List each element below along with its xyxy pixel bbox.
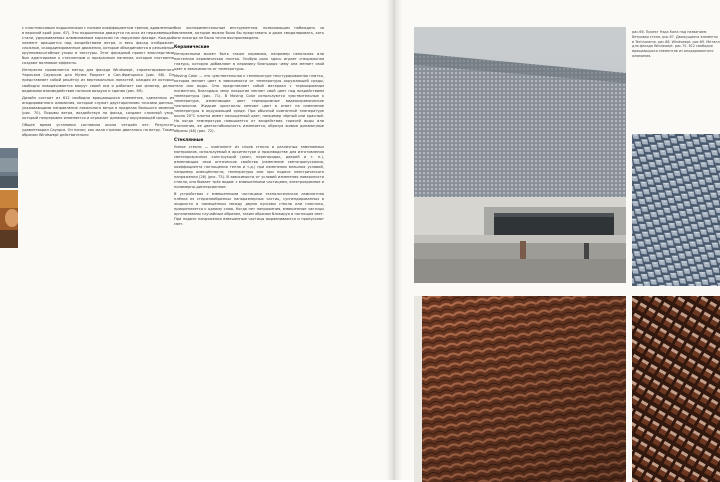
figure-caption <box>632 30 720 120</box>
paragraph: Moving Color — это чувствительная к температуре текстурированная плитка, которая меняет цвет в зависимости от температуры окружающей среды, тела или воды. Она представляет собой материал с термохромным пигментом, благодаря чему покрытие меняет свой цвет под воздействием температуры (рис. 71). В Moving Color используются чувствительные к температуре, изменяющие цвет термохромные видеокерамические технологии. Жидкие кристаллы меняют цвет в ответ на изменение температуры в окружающей среде. При обычной комнатной температуре около 20°C плитка имеет насыщенный цвет, например чёрный или красный. Но когда температура повышается от воздействия горячей воды или отопления, ее цветостабильность изменяется, образуя живые динамичные образы (48) (рис. 72). <box>174 73 324 134</box>
paragraph: с пластмассовым подшипником с низким коэффициентом трения, вдавленным в верхний край (рис. 67). Эти подшипники движутся на осях из нержавеющей стали, удерживаемых алюминиевым каркасом на наружном фасаде. Каждый элемент вращается под воздействием ветра, и весь фасад отображает сложные, скоординированные движения, которые объединяются в рельефные крупномасштабные узоры и текстуры. Этот фасадный проект впоследствии был адаптирован к стеклянным и прозрачным панелям, которые постоянно создают волновые эффекты. <box>22 26 174 66</box>
paragraph: Интересными может быть также керамика, например напольная или настенная керамическая плитка. Особую роль здесь играет специальная глазурь, которую добавляют в керамику благодаря чему она меняет свой цвет в зависимости от температуры. <box>174 51 324 71</box>
paragraph: был экспериментальным инструментом, позволяющим наблюдать за явлением, которое можно было бы представить и даже смоделировать, хоть оно никогда не было точно воспроизведено. <box>174 26 324 41</box>
paragraph: Дизайн состоит из 612 свободно вращающихся элементов, сделанных из анодированного алюминия, которые служат двусторонними точками данных, указывающими направление локального ветра в пределах большого явления (рис. 70). Порывы ветра, воздействуя на фасад, создают сложный узор, который непрерывно изменяется и отражает динамику окружающей среды. <box>22 95 174 120</box>
facade-detail-photo <box>632 134 720 286</box>
paragraph: Умное стекло — компонент из слоев стекла и различных заменяемых материалов, используемый в архитектуре и производстве для изготовления светопрозрачных конструкций (окон, перегородок, дверей и т. п.), изменяющих свои оптические свойства (изменение светопропускания, коэффициента поглощения тепла и т.д.) при изменении внешних условий, например освещённости, температуры или при подаче электрического напряжения (26) (рис. 73). В зависимости от условий изменения поверхности стекла, оно бывает трёх видов: с взвешенными частицами, электрохромное и полимерно-дисперсионное. <box>174 144 324 190</box>
left-column-2 <box>174 26 324 466</box>
caption-text: рис.66. Проект Нэда Кана под названием Ветровая стена. рис.67. Движущиеся элементы в Technorama. рис.68. Windswept. рис.69. Металл для фасада Windswept. рис.70. 612 свободно вращающихся элементов из анодированного алюминия. <box>632 30 720 58</box>
building-facade-photo <box>414 27 626 283</box>
copper-detail-photo <box>632 296 720 482</box>
paragraph: Общее время установки составило около четырёх лет. Результат удовлетворил Сауэрса. Он понял, как мало стрелок двигалось на ветру. Таким образом Windswept действительно <box>22 122 174 137</box>
book-gutter-shadow <box>386 0 402 480</box>
left-column-1 <box>22 26 174 462</box>
copper-panels-photo <box>414 296 626 482</box>
paragraph: В устройствах с взвешенными частицами технологическая ламинатная плёнка из стержнеобразных наноразмерных частиц, суспендированных в жидкости и помещённых между двумя кусками стекла или пластика, прикрепляется к одному слою. Когда нет напряжения, взвешенные частицы организованы случайным образом, таким образом блокируя и поглощая свет. При подаче напряжения взвешенные частицы выравниваются и пропускают свет. <box>174 192 324 227</box>
section-heading-glass: Стеклянные <box>174 137 204 143</box>
left-edge-photo-portrait <box>0 190 18 248</box>
paragraph: Интересно проявляется метод для фасада Windswept, спроектированного Чарльзом Сауэрсом для Музея Рокрест в Сан-Франциско (рис. 68). Он представляет собой решётку из вертикальных лопастей, каждая из которых свободно поворачивается вокруг своей оси и работает как флюгер, делая видимыми взаимодействие потоков воздуха и здания (рис. 69). <box>22 68 174 93</box>
section-heading-ceramic: Керамические <box>174 44 210 50</box>
left-edge-photo-top <box>0 148 18 188</box>
